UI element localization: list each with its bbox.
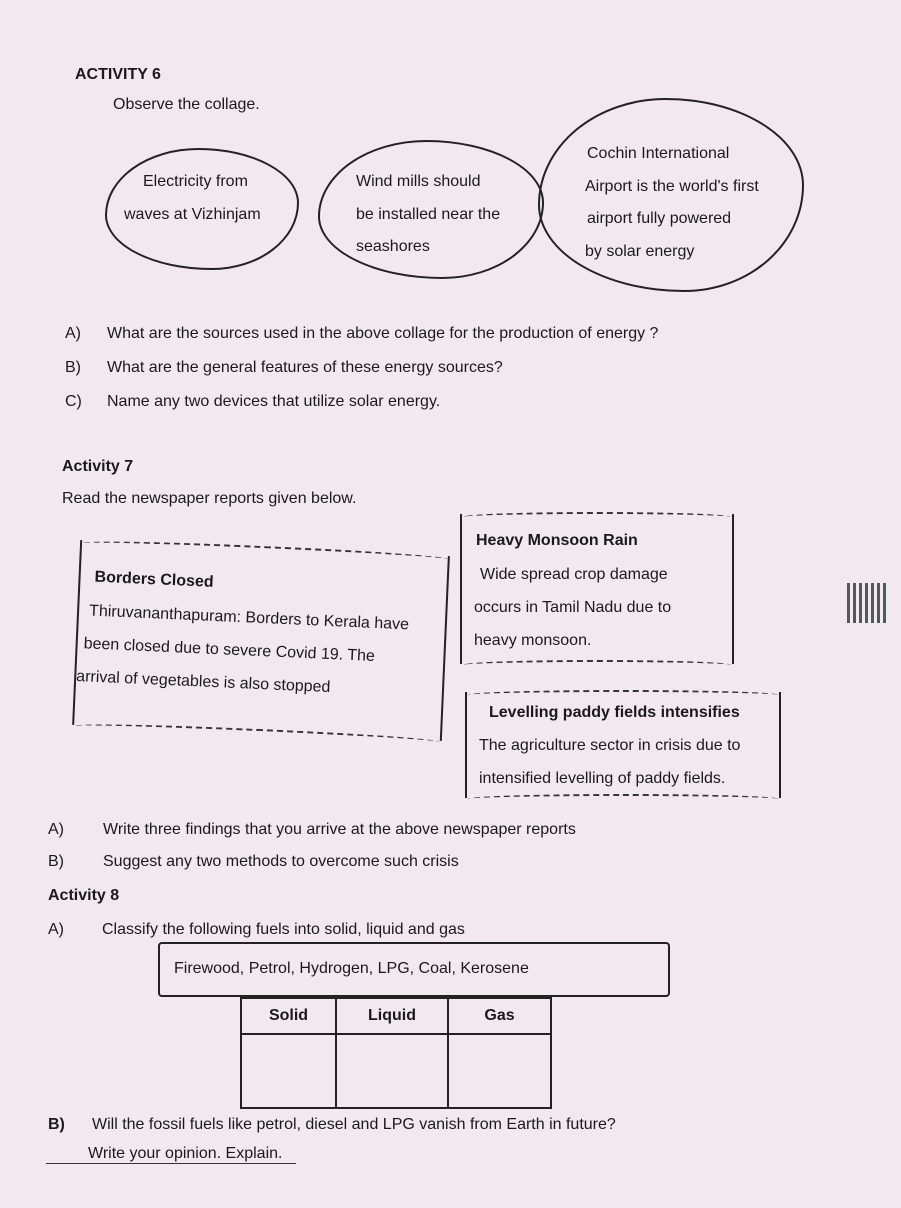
- cloud-text: airport fully powered: [587, 210, 732, 227]
- cloud-text: waves at Vizhinjam: [124, 206, 261, 223]
- report-line: Thiruvananthapuram: Borders to Kerala have: [88, 602, 410, 634]
- report-line: intensified levelling of paddy fields.: [479, 770, 726, 787]
- qr-code-icon: [847, 583, 889, 623]
- question-label: B): [48, 853, 64, 870]
- activity7-instruction: Read the newspaper reports given below.: [62, 490, 357, 507]
- table-header-solid: Solid: [241, 998, 336, 1034]
- question-text: What are the general features of these energy sources?: [107, 359, 503, 376]
- cloud-text: Airport is the world's first: [585, 178, 759, 195]
- newspaper-report-borders: [72, 540, 450, 741]
- report-title: Heavy Monsoon Rain: [476, 532, 638, 549]
- report-line: The agriculture sector in crisis due to: [479, 737, 741, 754]
- question-text: What are the sources used in the above collage for the production of energy ?: [107, 325, 659, 342]
- report-title: Borders Closed: [94, 568, 215, 591]
- activity6-heading: ACTIVITY 6: [75, 66, 161, 83]
- table-cell-gas[interactable]: [448, 1034, 551, 1108]
- cloud-text: by solar energy: [585, 243, 695, 260]
- question-text: Name any two devices that utilize solar energy.: [107, 393, 441, 410]
- newspaper-report-monsoon: [460, 514, 734, 664]
- report-line: heavy monsoon.: [474, 632, 592, 649]
- question-label: B): [65, 359, 81, 376]
- cloud-text: Wind mills should: [356, 173, 481, 190]
- question-text: Write three findings that you arrive at the above newspaper reports: [103, 821, 576, 838]
- report-line: occurs in Tamil Nadu due to: [474, 599, 672, 616]
- table-cell-liquid[interactable]: [336, 1034, 448, 1108]
- fuel-list: Firewood, Petrol, Hydrogen, LPG, Coal, Kerosene: [174, 960, 529, 977]
- activity6-instruction: Observe the collage.: [113, 96, 260, 113]
- question-label: A): [48, 821, 64, 838]
- cloud-text: be installed near the: [356, 206, 501, 223]
- report-line: been closed due to severe Covid 19. The: [83, 635, 376, 665]
- question-label: B): [48, 1116, 65, 1133]
- table-header-gas: Gas: [448, 998, 551, 1034]
- cloud-text: seashores: [356, 238, 430, 255]
- report-line: arrival of vegetables is also stopped: [75, 667, 331, 697]
- question-label: A): [65, 325, 81, 342]
- question-text: Suggest any two methods to overcome such crisis: [103, 853, 459, 870]
- answer-line: [46, 1163, 296, 1164]
- cloud-text: Electricity from: [143, 173, 248, 190]
- report-title: Levelling paddy fields intensifies: [489, 704, 740, 721]
- question-label: A): [48, 921, 64, 938]
- fuel-classification-table: [240, 997, 552, 1109]
- table-header-liquid: Liquid: [336, 998, 448, 1034]
- activity7-heading: Activity 7: [62, 458, 134, 475]
- newspaper-report-paddy: [465, 692, 781, 798]
- question-text: Will the fossil fuels like petrol, diesel and LPG vanish from Earth in future?: [92, 1116, 616, 1133]
- question-label: C): [65, 393, 82, 410]
- report-line: Wide spread crop damage: [480, 566, 668, 583]
- table-cell-solid[interactable]: [241, 1034, 336, 1108]
- fuel-list-box: [158, 942, 670, 997]
- question-text: Classify the following fuels into solid, liquid and gas: [102, 921, 465, 938]
- activity8-heading: Activity 8: [48, 887, 120, 904]
- cloud-text: Cochin International: [587, 145, 730, 162]
- question-text: Write your opinion. Explain.: [88, 1145, 283, 1162]
